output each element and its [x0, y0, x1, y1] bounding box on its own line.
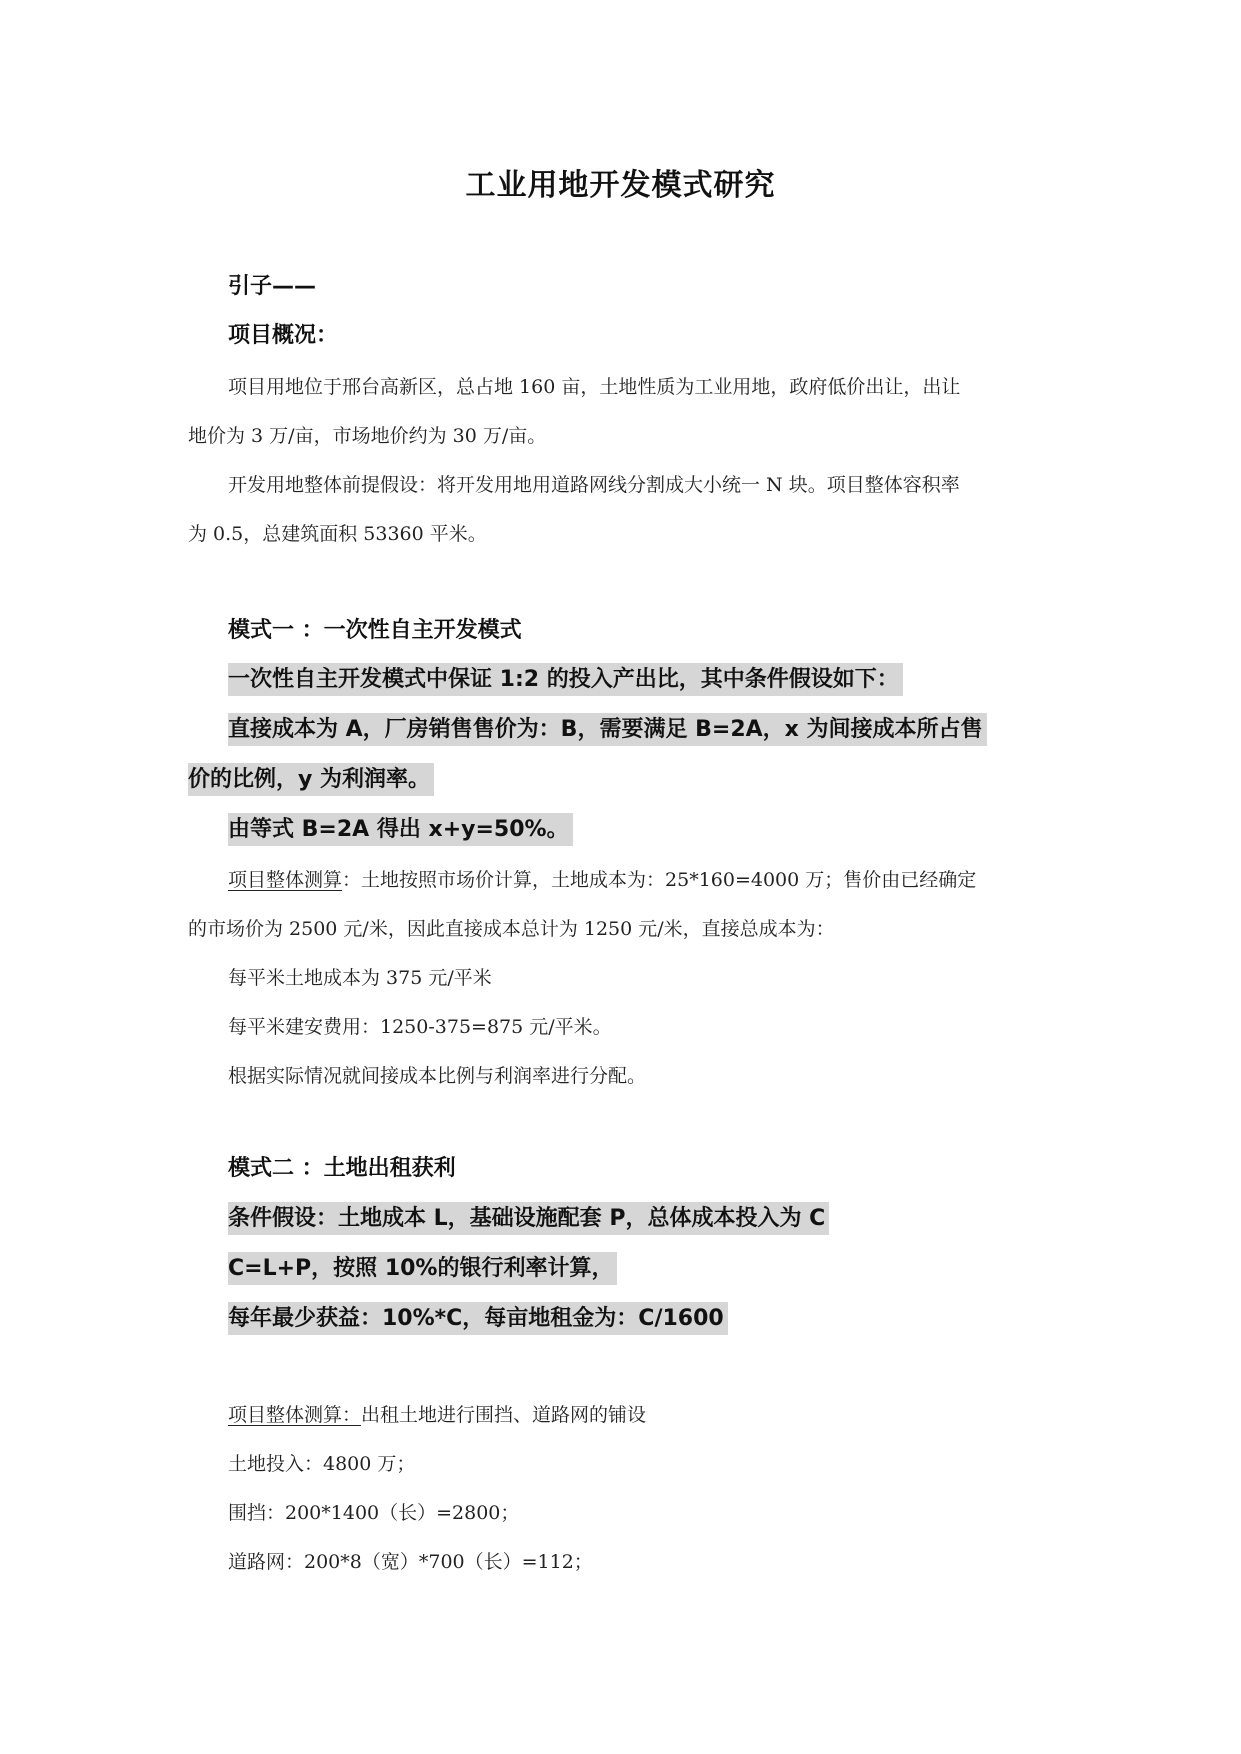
mode2-highlight-1-text: 条件假设：土地成本 L，基础设施配套 P，总体成本投入为 C [228, 1202, 829, 1235]
mode1-heading: 模式一 ：一次性自主开发模式 [228, 618, 522, 643]
mode1-highlight-2-line-2-text: 价的比例，y 为利润率。 [188, 763, 434, 796]
mode1-highlight-3 [228, 817, 573, 843]
mode2-calc-text: 出租土地进行围挡、道路网的铺设 [361, 1404, 647, 1426]
mode1-highlight-1-text: 一次性自主开发模式中保证 1:2 的投入产出比，其中条件假设如下： [228, 663, 903, 696]
mode2-item-3: 道路网：200*8（宽）*700（长）=112； [228, 1551, 593, 1573]
mode2-highlight-2 [228, 1256, 617, 1282]
mode1-calc-label: 项目整体测算 [228, 869, 343, 891]
mode2-heading: 模式二 ：土地出租获利 [228, 1156, 456, 1181]
overview-paragraph-2-line-1: 开发用地整体前提假设：将开发用地用道路网线分割成大小统一 N 块。项目整体容积率 [228, 474, 960, 496]
overview-paragraph-1-line-1: 项目用地位于邢台高新区，总占地 160 亩，土地性质为工业用地，政府低价出让，出让 [228, 376, 961, 398]
mode1-highlight-2-line-2 [188, 767, 434, 793]
mode2-calc-line [228, 1402, 646, 1428]
intro-heading: 引子—— [228, 274, 317, 299]
mode1-highlight-1 [228, 667, 903, 693]
overview-heading: 项目概况： [228, 323, 339, 348]
mode1-calc-line-1-text: ：土地按照市场价计算，土地成本为：25*160=4000 万；售价由已经确定 [342, 869, 977, 891]
mode1-item-2: 每平米建安费用：1250-375=875 元/平米。 [228, 1016, 612, 1038]
document-title: 工业用地开发模式研究 [465, 168, 776, 203]
mode1-calc-line-1 [228, 867, 976, 893]
mode1-item-3: 根据实际情况就间接成本比例与利润率进行分配。 [228, 1065, 647, 1087]
mode1-highlight-3-text: 由等式 B=2A 得出 x+y=50%。 [228, 813, 573, 846]
mode2-highlight-3-text: 每年最少获益：10%*C，每亩地租金为：C/1600 [228, 1302, 728, 1335]
mode2-highlight-3 [228, 1306, 728, 1332]
mode2-item-2: 围挡：200*1400（长）=2800； [228, 1502, 520, 1524]
overview-paragraph-1-line-2: 地价为 3 万/亩，市场地价约为 30 万/亩。 [188, 425, 547, 447]
mode1-highlight-2-line-1 [228, 717, 987, 743]
overview-paragraph-2-line-2: 为 0.5，总建筑面积 53360 平米。 [188, 523, 487, 545]
mode1-item-1: 每平米土地成本为 375 元/平米 [228, 967, 492, 989]
mode1-calc-line-2: 的市场价为 2500 元/米，因此直接成本总计为 1250 元/米，直接总成本为： [188, 918, 835, 940]
mode2-highlight-2-text: C=L+P，按照 10%的银行利率计算， [228, 1252, 617, 1285]
mode1-highlight-2-line-1-text: 直接成本为 A，厂房销售售价为：B，需要满足 B=2A，x 为间接成本所占售 [228, 713, 987, 746]
mode2-calc-label: 项目整体测算： [228, 1404, 362, 1426]
mode2-item-1: 土地投入：4800 万； [228, 1453, 416, 1475]
mode2-highlight-1 [228, 1206, 829, 1232]
